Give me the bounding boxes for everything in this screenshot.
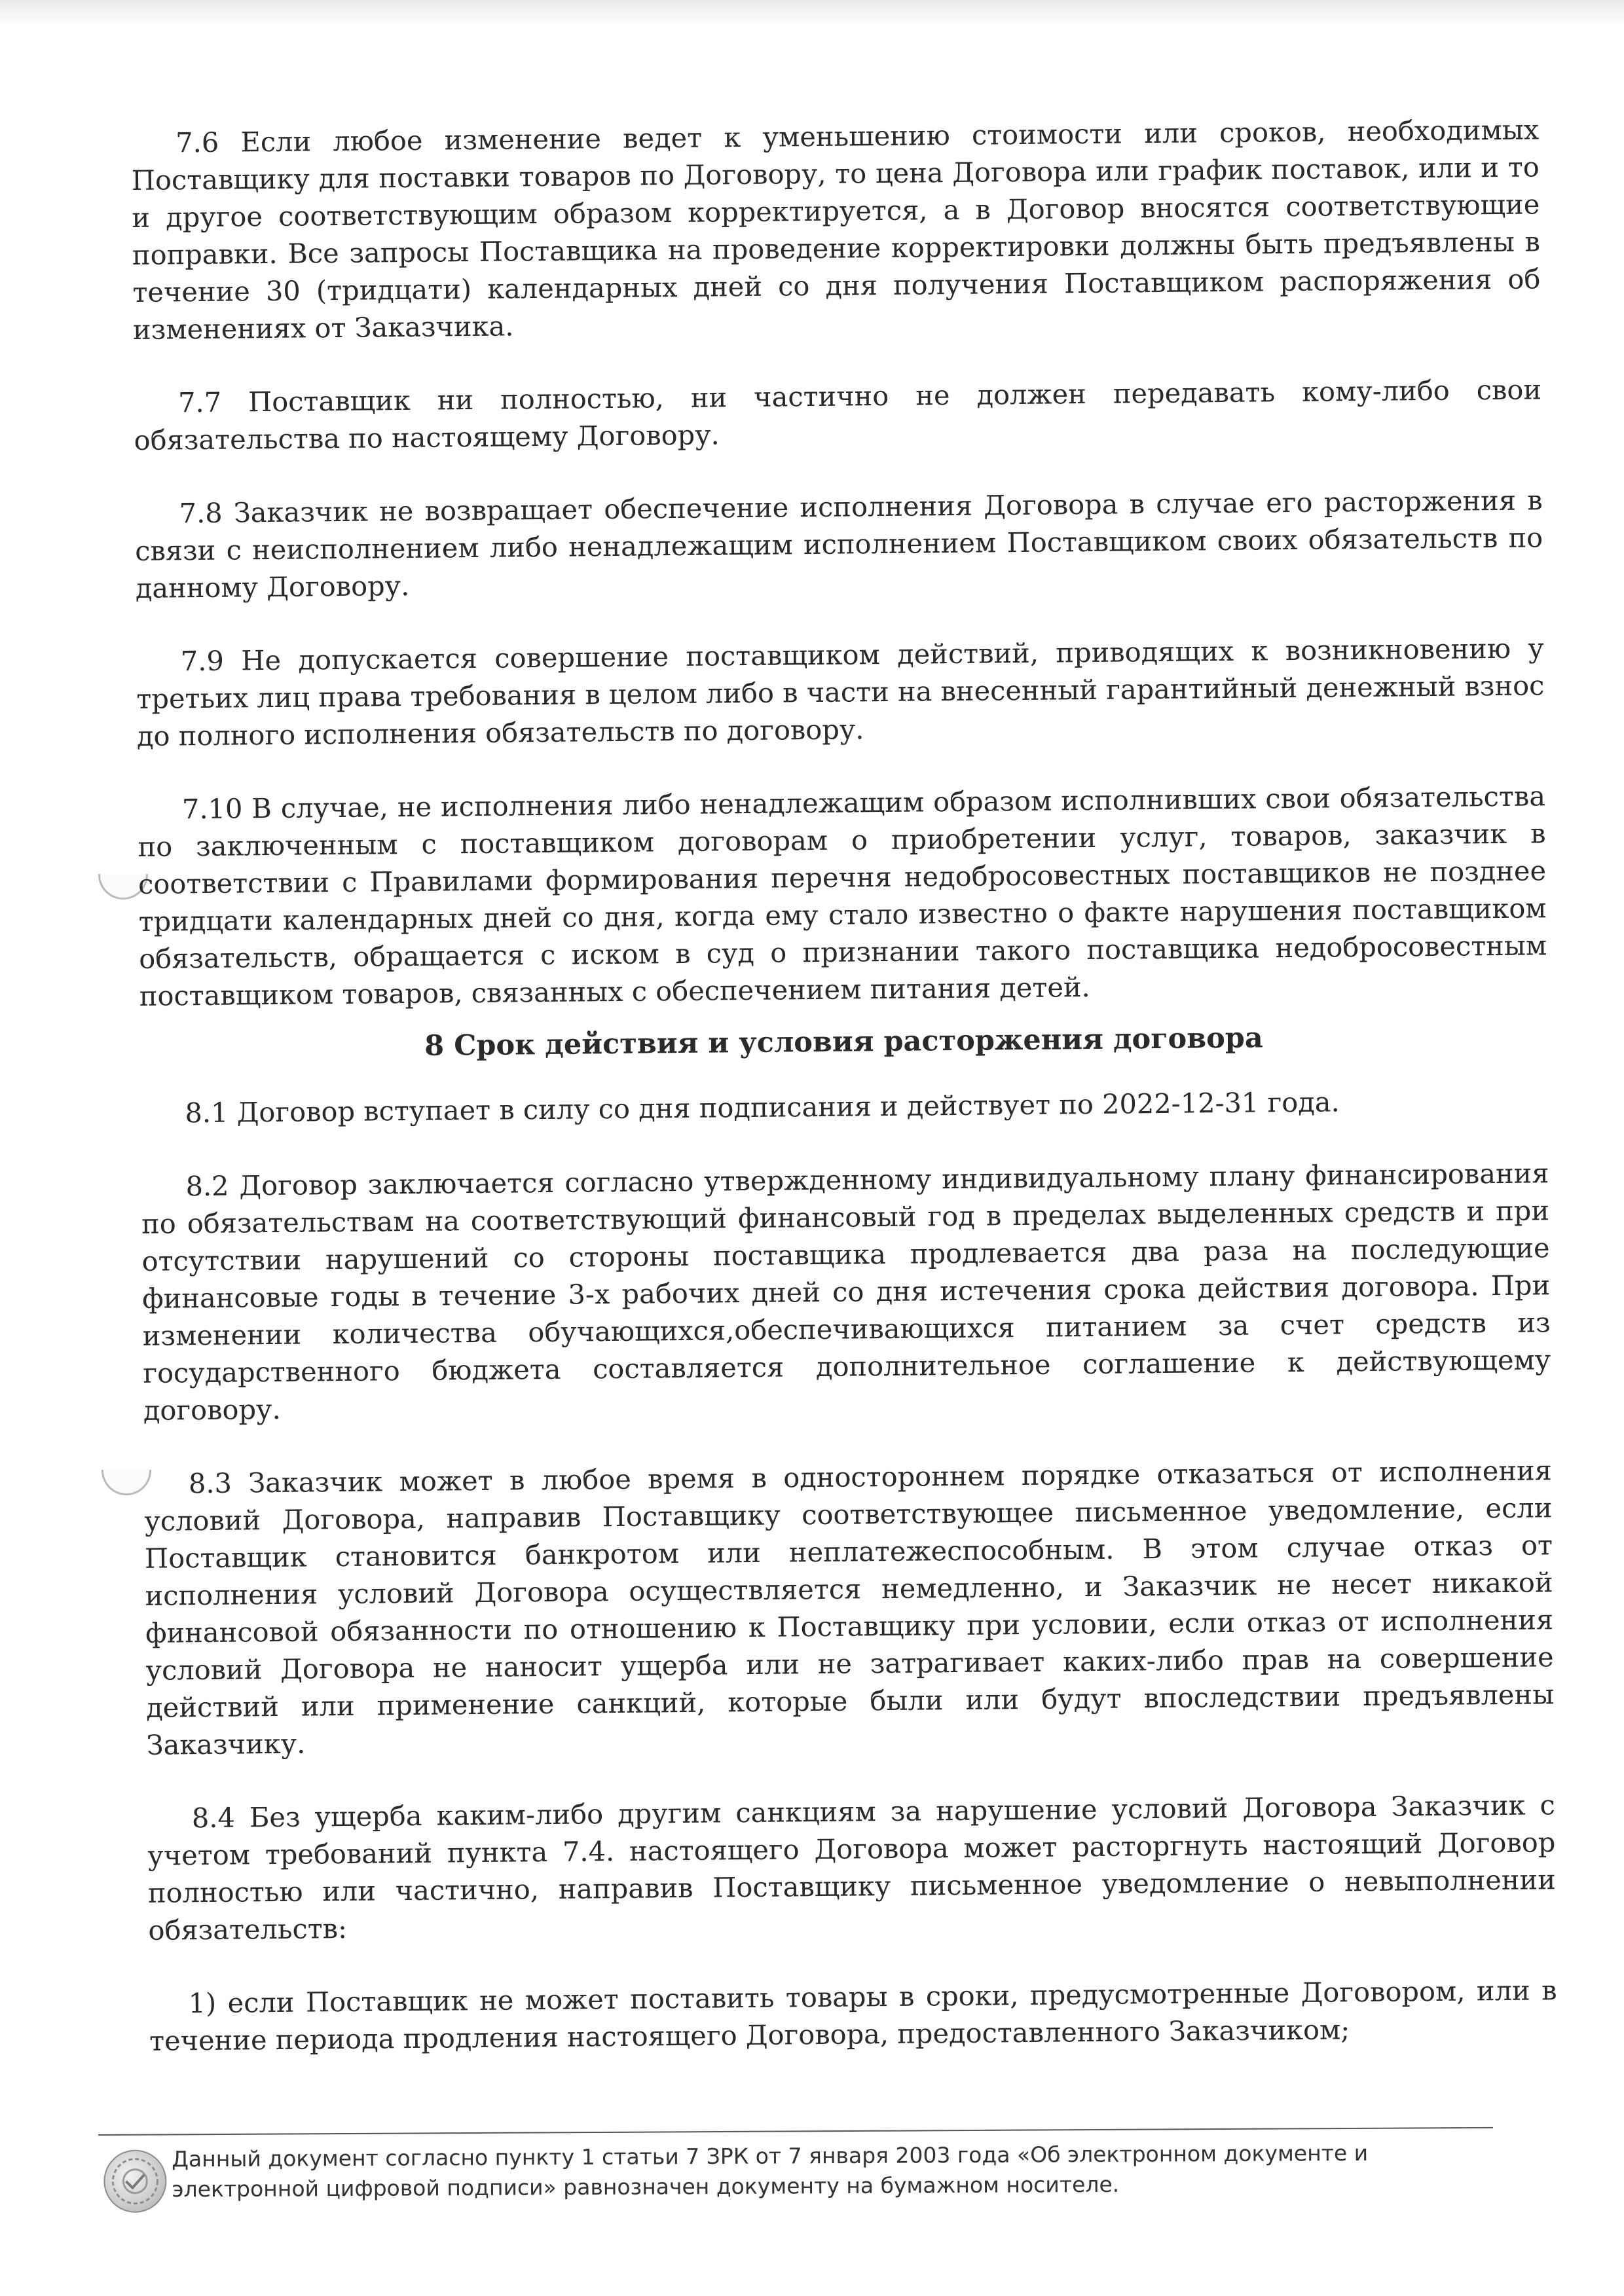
clause-8-2: 8.2 Договор заключается согласно утвержденному индивидуальному плану финансирования по обязательствам на соответствующий финансовый год в пределах выделенных средств и при отсутствии нарушений со стороны поставщика продлевается два раза на последующие финансовые годы в течение 3-х рабочих дней со дня истечения срока действия договора. При изменении количества обучающихся,обеспечивающихся питанием за счет средств из государственного бюджета составляется дополнительное соглашение к действующему договору.: [141, 1157, 1551, 1427]
document-page: [131, 111, 1557, 2060]
clause-8-4: 8.4 Без ущерба каким-либо другим санкциям за нарушение условий Договора Заказчик с учетом требований пункта 7.4. настоящего Договора может расторгнуть настоящий Договор полностью или частично, направив Поставщику письменное уведомление о невыполнении обязательств:: [147, 1789, 1557, 1946]
clause-7-6: 7.6 Если любое изменение ведет к уменьшению стоимости или сроков, необходимых Поставщику для поставки товаров по Договору, то цена Договора или график поставок, или и то и другое соответствующим образом корректируется, а в Договор вносятся соответствующие поправки. Все запросы Поставщика на проведение корректировки должны быть предъявлены в течение 30 (тридцати) календарных дней со дня получения Поставщиком распоряжения об изменениях от Заказчика.: [131, 113, 1541, 346]
clause-7-8: 7.8 Заказчик не возвращает обеспечение исполнения Договора в случае его расторжения в связи с неисполнением либо ненадлежащим исполнением Поставщиком своих обязательств по данному Договору.: [135, 484, 1543, 604]
clause-8-3: 8.3 Заказчик может в любое время в одностороннем порядке отказаться от исполнения условий Договора, направив Поставщику соответствующее письменное уведомление, если Поставщик становится банкротом или неплатежеспособным. В этом случае отказ от исполнения условий Договора осуществляется немедленно, и Заказчик не несет никакой финансовой обязанности по отношению к Поставщику при условии, если отказ от исполнения условий Договора не наносит ущерба или не затрагивает каких-либо прав на совершение действий или применение санкций, которые были или будут впоследствии предъявлены Заказчику.: [144, 1454, 1555, 1761]
clause-7-10: 7.10 В случае, не исполнения либо ненадлежащим образом исполнивших свои обязательства по заключенным с поставщиком договорам о приобретении услуг, товаров, заказчик в соответствии с Правилами формирования перечня недобросовестных поставщиков не позднее тридцати календарных дней со дня, когда ему стало известно о факте нарушения поставщиком обязательств, обращается с иском в суд о признании такого поставщика недобросовестным поставщиком товаров, связанных с обеспечением питания детей.: [138, 780, 1547, 1012]
scan-top-edge: [0, 0, 1624, 25]
clause-7-7: 7.7 Поставщик ни полностью, ни частично не должен передавать кому-либо свои обязательства по настоящему Договору.: [134, 373, 1542, 456]
clause-8-1: 8.1 Договор вступает в силу со дня подписания и действует по 2022-12-31 года.: [185, 1085, 1340, 1129]
e-signature-stamp-icon: [103, 2149, 167, 2213]
footer-legal-notice: Данный документ согласно пункту 1 статьи 7 ЗРК от 7 января 2003 года «Об электронном документе и электронной цифровой подписи» равнозначен документу на бумажном носителе.: [172, 2140, 1369, 2202]
clause-8-4-item-1: 1) если Поставщик не может поставить товары в сроки, предусмотренные Договором, или в течение периода продления настоящего Договора, предоставленного Заказчиком;: [149, 1974, 1557, 2057]
section-8-heading: 8 Срок действия и условия расторжения договора: [424, 1021, 1263, 1063]
e-document-footer: [98, 2127, 1493, 2202]
clause-7-9: 7.9 Не допускается совершение поставщиком действий, приводящих к возникновению у третьих лиц права требования в целом либо в части на внесенный гарантийный денежный взнос до полного исполнения обязательств по договору.: [136, 632, 1545, 752]
